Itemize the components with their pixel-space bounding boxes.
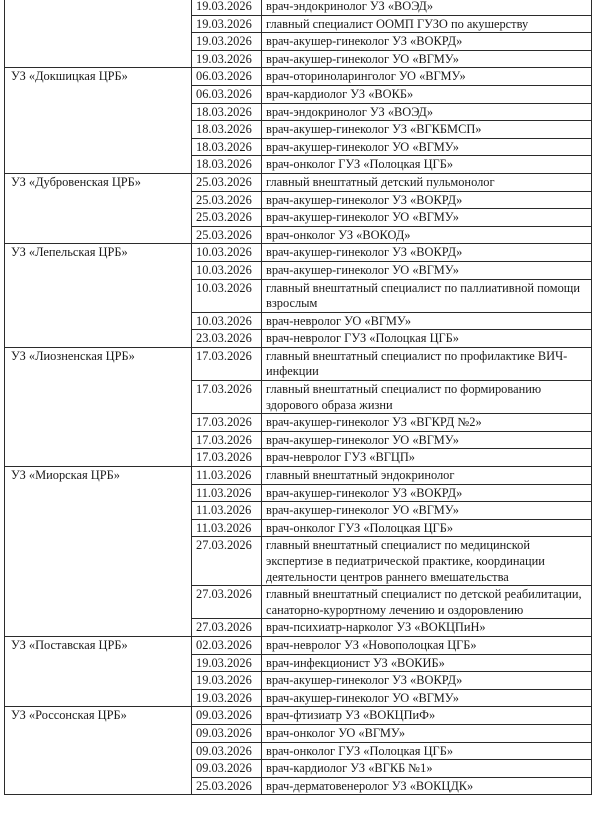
specialist-cell: врач-акушер-гинеколог УО «ВГМУ» (262, 138, 592, 156)
specialist-cell: врач-акушер-гинеколог УЗ «ВОКРД» (262, 244, 592, 262)
date-cell: 19.03.2026 (192, 0, 262, 15)
specialist-cell: врач-дерматовенеролог УЗ «ВОКЦДК» (262, 777, 592, 795)
specialist-cell: врач-акушер-гинеколог УО «ВГМУ» (262, 431, 592, 449)
specialist-cell: главный внештатный специалист по профилактике ВИЧ-инфекции (262, 347, 592, 380)
table-row (5, 244, 592, 262)
specialist-cell: врач-психиатр-нарколог УЗ «ВОКЦПиН» (262, 619, 592, 637)
specialist-cell: врач-невролог ГУЗ «Полоцкая ЦГБ» (262, 330, 592, 348)
date-cell: 09.03.2026 (192, 707, 262, 725)
table-row (5, 347, 592, 380)
date-cell: 27.03.2026 (192, 537, 262, 586)
date-cell: 17.03.2026 (192, 347, 262, 380)
organization-cell: УЗ «Миорская ЦРБ» (5, 467, 192, 637)
date-cell: 27.03.2026 (192, 586, 262, 619)
date-cell: 18.03.2026 (192, 138, 262, 156)
specialist-cell: врач-акушер-гинеколог УО «ВГМУ» (262, 209, 592, 227)
date-cell: 19.03.2026 (192, 689, 262, 707)
organization-cell (5, 0, 192, 68)
specialist-cell: главный внештатный эндокринолог (262, 467, 592, 485)
table-row (5, 467, 592, 485)
date-cell: 19.03.2026 (192, 672, 262, 690)
date-cell: 19.03.2026 (192, 33, 262, 51)
specialist-cell: врач-эндокринолог УЗ «ВОЭД» (262, 103, 592, 121)
specialist-cell: врач-фтизиатр УЗ «ВОКЦПиФ» (262, 707, 592, 725)
specialist-cell: врач-онколог ГУЗ «Полоцкая ЦГБ» (262, 519, 592, 537)
date-cell: 19.03.2026 (192, 15, 262, 33)
date-cell: 17.03.2026 (192, 431, 262, 449)
specialist-cell: врач-инфекционист УЗ «ВОКИБ» (262, 654, 592, 672)
specialist-cell: врач-невролог УЗ «Новополоцкая ЦГБ» (262, 636, 592, 654)
table-row (5, 173, 592, 191)
specialist-cell: врач-акушер-гинеколог УЗ «ВГКБМСП» (262, 121, 592, 139)
date-cell: 25.03.2026 (192, 777, 262, 795)
date-cell: 23.03.2026 (192, 330, 262, 348)
specialist-cell: врач-акушер-гинеколог УЗ «ВОКРД» (262, 33, 592, 51)
specialist-cell: врач-акушер-гинеколог УЗ «ВОКРД» (262, 484, 592, 502)
date-cell: 17.03.2026 (192, 381, 262, 414)
specialist-cell: врач-акушер-гинеколог УО «ВГМУ» (262, 689, 592, 707)
organization-cell: УЗ «Лиозненская ЦРБ» (5, 347, 192, 466)
date-cell: 18.03.2026 (192, 121, 262, 139)
specialist-cell: врач-акушер-гинеколог УО «ВГМУ» (262, 502, 592, 520)
schedule-table (4, 0, 592, 795)
organization-cell: УЗ «Поставская ЦРБ» (5, 636, 192, 706)
date-cell: 10.03.2026 (192, 279, 262, 312)
organization-cell: УЗ «Россонская ЦРБ» (5, 707, 192, 795)
date-cell: 11.03.2026 (192, 467, 262, 485)
table-row (5, 636, 592, 654)
specialist-cell: врач-эндокринолог УЗ «ВОЭД» (262, 0, 592, 15)
specialist-cell: врач-акушер-гинеколог УО «ВГМУ» (262, 50, 592, 68)
date-cell: 11.03.2026 (192, 519, 262, 537)
specialist-cell: врач-кардиолог УЗ «ВОКБ» (262, 85, 592, 103)
date-cell: 09.03.2026 (192, 724, 262, 742)
specialist-cell: врач-акушер-гинеколог УЗ «ВОКРД» (262, 672, 592, 690)
specialist-cell: главный внештатный специалист по паллиативной помощи взрослым (262, 279, 592, 312)
date-cell: 11.03.2026 (192, 484, 262, 502)
specialist-cell: врач-оториноларинголог УО «ВГМУ» (262, 68, 592, 86)
date-cell: 27.03.2026 (192, 619, 262, 637)
specialist-cell: главный внештатный специалист по детской реабилитации, санаторно-курортному лечению и оздоровлению (262, 586, 592, 619)
specialist-cell: главный внештатный специалист по медицинской экспертизе в педиатрической практике, координации деятельности центров раннего вмешательства (262, 537, 592, 586)
date-cell: 18.03.2026 (192, 156, 262, 174)
date-cell: 10.03.2026 (192, 312, 262, 330)
schedule-table-body (5, 0, 592, 795)
date-cell: 25.03.2026 (192, 191, 262, 209)
date-cell: 19.03.2026 (192, 50, 262, 68)
date-cell: 17.03.2026 (192, 414, 262, 432)
organization-cell: УЗ «Дубровенская ЦРБ» (5, 173, 192, 243)
date-cell: 25.03.2026 (192, 173, 262, 191)
table-row (5, 0, 592, 15)
date-cell: 06.03.2026 (192, 85, 262, 103)
date-cell: 10.03.2026 (192, 244, 262, 262)
specialist-cell: врач-онколог ГУЗ «Полоцкая ЦГБ» (262, 742, 592, 760)
date-cell: 19.03.2026 (192, 654, 262, 672)
organization-cell: УЗ «Лепельская ЦРБ» (5, 244, 192, 348)
date-cell: 18.03.2026 (192, 103, 262, 121)
table-row (5, 707, 592, 725)
organization-cell: УЗ «Докшицкая ЦРБ» (5, 68, 192, 174)
specialist-cell: главный внештатный специалист по формированию здорового образа жизни (262, 381, 592, 414)
specialist-cell: врач-акушер-гинеколог УЗ «ВОКРД» (262, 191, 592, 209)
specialist-cell: главный специалист ООМП ГУЗО по акушерству (262, 15, 592, 33)
specialist-cell: врач-онколог ГУЗ «Полоцкая ЦГБ» (262, 156, 592, 174)
specialist-cell: врач-кардиолог УЗ «ВГКБ №1» (262, 760, 592, 778)
specialist-cell: врач-онколог УЗ «ВОКОД» (262, 226, 592, 244)
table-row (5, 68, 592, 86)
specialist-cell: врач-акушер-гинеколог УЗ «ВГКРД №2» (262, 414, 592, 432)
date-cell: 25.03.2026 (192, 226, 262, 244)
date-cell: 02.03.2026 (192, 636, 262, 654)
specialist-cell: врач-невролог УО «ВГМУ» (262, 312, 592, 330)
date-cell: 10.03.2026 (192, 261, 262, 279)
date-cell: 09.03.2026 (192, 760, 262, 778)
specialist-cell: врач-акушер-гинеколог УО «ВГМУ» (262, 261, 592, 279)
specialist-cell: главный внештатный детский пульмонолог (262, 173, 592, 191)
specialist-cell: врач-онколог УО «ВГМУ» (262, 724, 592, 742)
date-cell: 17.03.2026 (192, 449, 262, 467)
specialist-cell: врач-невролог ГУЗ «ВГЦП» (262, 449, 592, 467)
date-cell: 11.03.2026 (192, 502, 262, 520)
date-cell: 25.03.2026 (192, 209, 262, 227)
date-cell: 06.03.2026 (192, 68, 262, 86)
date-cell: 09.03.2026 (192, 742, 262, 760)
document-page (4, 0, 592, 795)
